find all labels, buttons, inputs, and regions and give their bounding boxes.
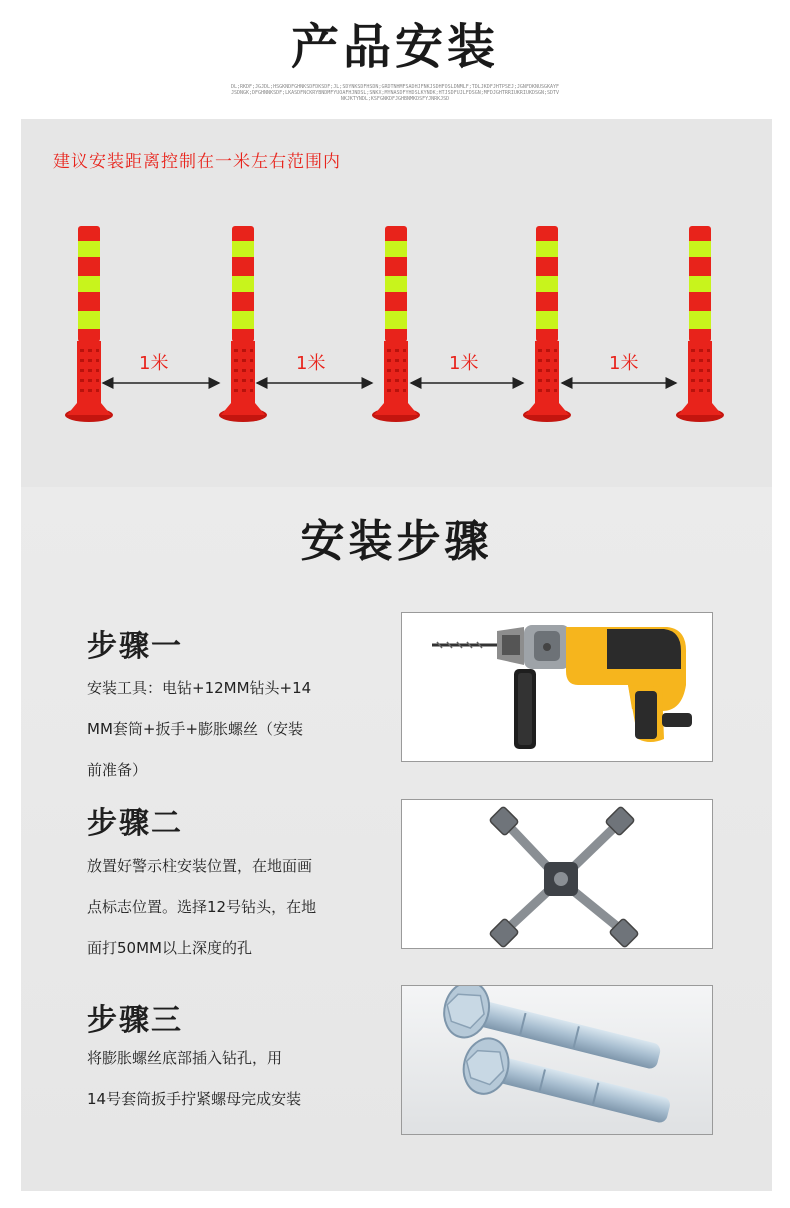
- spacing-advice: 建议安装距离控制在一米左右范围内: [53, 152, 341, 172]
- drill-image: [401, 612, 713, 762]
- step-3-title: 步骤三: [87, 1003, 183, 1038]
- page-title: 产品安装: [290, 19, 499, 75]
- post-image: [521, 223, 573, 423]
- step-1-line: 前准备）: [87, 761, 148, 779]
- step-1-description: [87, 668, 367, 791]
- distance-label: 1米: [296, 353, 326, 374]
- steps-panel: [21, 487, 772, 1191]
- step-1-line: MM套筒+扳手+膨胀螺丝（安装: [87, 720, 304, 738]
- post-image: [370, 223, 422, 423]
- distance-label: 1米: [139, 353, 169, 374]
- spacing-panel: [21, 119, 772, 487]
- step-3-description: [87, 1038, 367, 1120]
- distance-label: 1米: [609, 353, 639, 374]
- step-1-line: 安装工具：电钻+12MM钻头+14: [87, 679, 312, 697]
- step-1-title: 步骤一: [87, 629, 183, 664]
- decorative-text: DL;RKDF;JGJDL;HSGKNDFGHNKSDFDKSDF;JL;SDYNKSDFHSDN;GRDTNHMFSADHJFNKJSDHFOSLDNMLF;TDLJKDFJHTPSEJ;JGNFDKNUSGKAYFJSDNGK;DFGHNNKSDF;LKASDFNCKRYBNDMFYUOAFHJNDSL;SNKX;MYNASDFYHDSLKYNDK;HTJSDFUJLFDSGN;MFDJGHTRRIUKRIUKDSGN;SDTVNKJKTYNDL;KSFGNKDFJGHBNMKDSFYJNRKJSD: [230, 84, 560, 102]
- step-2-line: 点标志位置。选择12号钻头，在地: [87, 898, 317, 916]
- step-2-line: 面打50MM以上深度的孔: [87, 939, 252, 957]
- post-image: [674, 223, 726, 423]
- step-2-description: [87, 846, 367, 969]
- post-image: [217, 223, 269, 423]
- expansion-bolts-image: [401, 985, 713, 1135]
- steps-title: 安装步骤: [300, 516, 493, 567]
- post-image: [63, 223, 115, 423]
- cross-wrench-image: [401, 799, 713, 949]
- distance-label: 1米: [449, 353, 479, 374]
- step-3-line: 将膨胀螺丝底部插入钻孔，用: [87, 1049, 283, 1067]
- step-2-line: 放置好警示柱安装位置，在地面画: [87, 857, 313, 875]
- step-3-line: 14号套筒扳手拧紧螺母完成安装: [87, 1090, 302, 1108]
- step-2-title: 步骤二: [87, 806, 183, 841]
